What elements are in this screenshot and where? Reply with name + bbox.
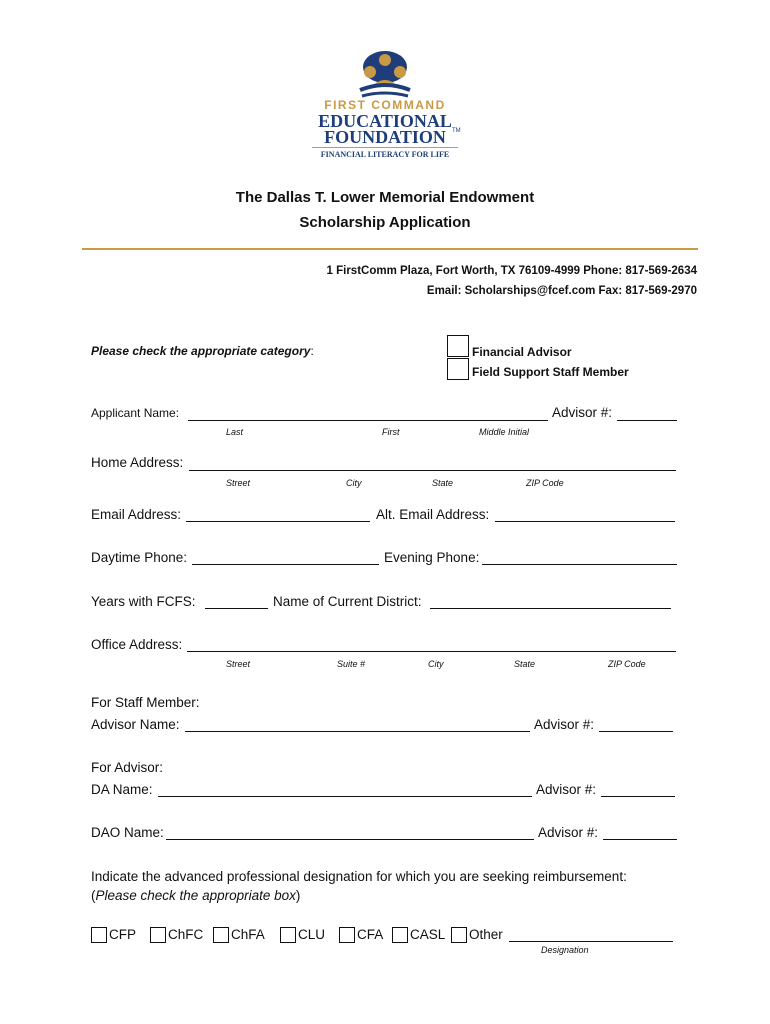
- daytime-phone-label: Daytime Phone:: [91, 550, 188, 565]
- sub-city: City: [346, 478, 362, 488]
- sub-first: First: [382, 427, 400, 437]
- category-prompt-text: Please check the appropriate category: [91, 344, 311, 358]
- page-subtitle: Scholarship Application: [299, 214, 471, 231]
- advisor-name-field[interactable]: [185, 731, 530, 732]
- sub-office-street: Street: [226, 659, 251, 669]
- sub-street: Street: [226, 478, 251, 488]
- evening-phone-label: Evening Phone:: [384, 550, 480, 565]
- other-label: Other: [469, 927, 503, 942]
- office-address-field[interactable]: [187, 651, 676, 652]
- applicant-name-field[interactable]: [188, 420, 548, 421]
- logo: [300, 48, 470, 163]
- header-divider: [82, 248, 698, 250]
- da-name-field[interactable]: [158, 796, 532, 797]
- contact-address-phone: 1 FirstComm Plaza, Fort Worth, TX 76109-4999 Phone: 817-569-2634: [326, 265, 697, 277]
- sub-last: Last: [226, 427, 244, 437]
- sub-office-city: City: [428, 659, 444, 669]
- staff-member-label: Field Support Staff Member: [472, 365, 629, 379]
- sub-middle-initial: Middle Initial: [479, 427, 530, 437]
- page-title: The Dallas T. Lower Memorial Endowment: [235, 189, 535, 206]
- logo-line2: EDUCATIONAL: [318, 111, 452, 131]
- logo-line1: FIRST COMMAND: [324, 98, 446, 112]
- email-label: Email Address:: [91, 507, 182, 522]
- logo-tagline-rule: [312, 147, 458, 148]
- dao-name-field[interactable]: [166, 839, 534, 840]
- chfc-label: ChFC: [168, 927, 204, 942]
- for-advisor-heading: For Advisor:: [91, 760, 164, 775]
- evening-phone-field[interactable]: [482, 564, 677, 565]
- staff-member-checkbox[interactable]: [447, 358, 469, 380]
- district-field[interactable]: [430, 608, 671, 609]
- da-advisor-number-field[interactable]: [601, 796, 675, 797]
- sub-office-state: State: [514, 659, 536, 669]
- clu-checkbox[interactable]: [280, 927, 296, 943]
- sub-office-suite: Suite #: [337, 659, 366, 669]
- office-address-label: Office Address:: [91, 637, 183, 652]
- advisor-name-label: Advisor Name:: [91, 717, 180, 732]
- category-prompt-colon: :: [310, 344, 314, 358]
- da-advisor-number-label: Advisor #:: [536, 782, 597, 797]
- logo-tagline: FINANCIAL LITERACY FOR LIFE: [320, 150, 450, 159]
- financial-advisor-checkbox[interactable]: [447, 335, 469, 357]
- logo-line3: FOUNDATION: [324, 127, 446, 147]
- dao-name-label: DAO Name:: [91, 825, 164, 840]
- cfp-checkbox[interactable]: [91, 927, 107, 943]
- sub-designation: Designation: [541, 945, 589, 955]
- financial-advisor-label: Financial Advisor: [472, 345, 572, 359]
- daytime-phone-field[interactable]: [192, 564, 379, 565]
- casl-checkbox[interactable]: [392, 927, 408, 943]
- sub-state: State: [432, 478, 454, 488]
- contact-email-fax: Email: Scholarships@fcef.com Fax: 817-569-2970: [426, 285, 697, 297]
- cfa-checkbox[interactable]: [339, 927, 355, 943]
- district-label: Name of Current District:: [273, 594, 422, 609]
- clu-label: CLU: [298, 927, 326, 942]
- advisor-number-label: Advisor #:: [552, 405, 613, 420]
- applicant-name-label: Applicant Name:: [91, 406, 180, 420]
- advisor-number-field[interactable]: [617, 420, 677, 421]
- home-address-label: Home Address:: [91, 455, 184, 470]
- designation-instruction-text: Please check the appropriate box: [95, 888, 296, 903]
- alt-email-label: Alt. Email Address:: [376, 507, 490, 522]
- designation-instruction-open: (: [91, 888, 96, 903]
- other-checkbox[interactable]: [451, 927, 467, 943]
- casl-label: CASL: [410, 927, 446, 942]
- sub-zip: ZIP Code: [526, 478, 564, 488]
- dao-advisor-number-label: Advisor #:: [538, 825, 599, 840]
- designation-instruction: [91, 888, 300, 903]
- alt-email-field[interactable]: [495, 521, 675, 522]
- designation-instruction-close: ): [295, 888, 301, 903]
- email-field[interactable]: [186, 521, 370, 522]
- staff-advisor-number-label: Advisor #:: [534, 717, 595, 732]
- da-name-label: DA Name:: [91, 782, 153, 797]
- cfp-label: CFP: [109, 927, 136, 942]
- years-label: Years with FCFS:: [91, 594, 196, 609]
- other-designation-field[interactable]: [509, 941, 673, 942]
- designation-prompt: Indicate the advanced professional designation for which you are seeking reimbursement:: [91, 869, 627, 884]
- home-address-field[interactable]: [189, 470, 676, 471]
- cfa-label: CFA: [357, 927, 384, 942]
- for-staff-heading: For Staff Member:: [91, 695, 200, 710]
- sub-office-zip: ZIP Code: [608, 659, 646, 669]
- logo-tm: TM: [452, 128, 461, 134]
- category-prompt: [91, 344, 314, 358]
- dao-advisor-number-field[interactable]: [603, 839, 677, 840]
- years-field[interactable]: [205, 608, 268, 609]
- chfc-checkbox[interactable]: [150, 927, 166, 943]
- chfa-checkbox[interactable]: [213, 927, 229, 943]
- staff-advisor-number-field[interactable]: [599, 731, 673, 732]
- chfa-label: ChFA: [231, 927, 265, 942]
- foundation-logo-icon: [300, 48, 470, 98]
